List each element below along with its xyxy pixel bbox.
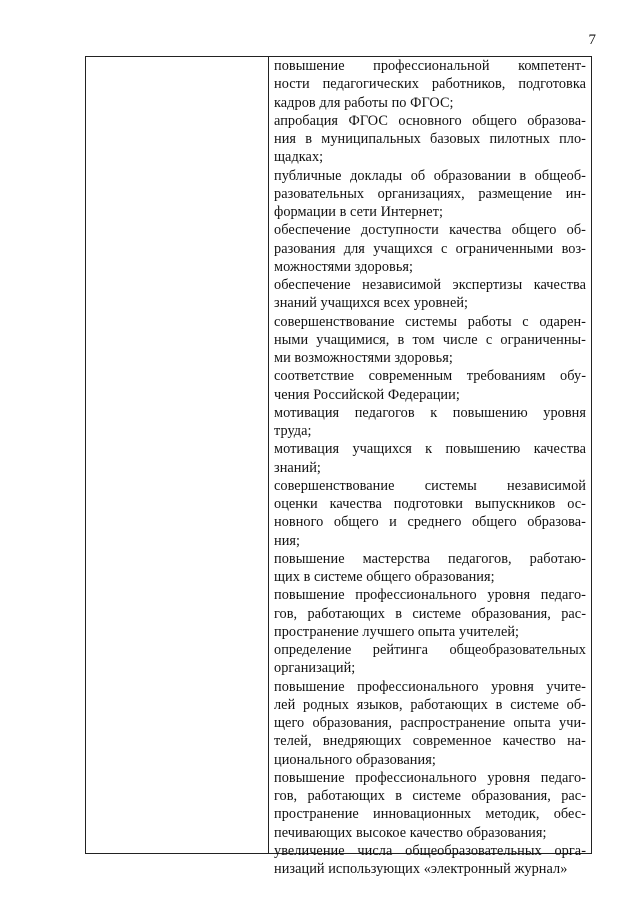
result-item <box>274 167 586 222</box>
result-item <box>274 313 586 368</box>
text-line: печивающих высокое качество образования; <box>274 824 547 841</box>
table-right-cell <box>269 57 591 877</box>
text-line: мотивация учащихся к повышению качества <box>274 441 586 458</box>
text-line: лей родных языков, работающих в системе об- <box>274 696 586 713</box>
text-line: ния в муниципальных базовых пилотных пло- <box>274 131 586 147</box>
result-item <box>274 769 586 842</box>
result-item <box>274 276 586 313</box>
text-line: новного общего и среднего общего образова- <box>274 514 586 531</box>
text-line: мотивация педагогов к повышению уровня <box>274 404 586 421</box>
text-line: соответствие современным требованиям обу- <box>274 368 586 385</box>
result-item <box>274 550 586 587</box>
page-number: 7 <box>588 32 596 48</box>
text-line: пространение инновационных методик, обес- <box>274 806 586 823</box>
text-line: повышение профессионального уровня учите- <box>274 678 586 695</box>
text-line: ности педагогических работников, подготовка <box>274 76 586 93</box>
text-line: организаций; <box>274 660 356 677</box>
text-line: повышение профессиональной компетент- <box>274 58 586 74</box>
text-line: повышение профессионального уровня педаго- <box>274 769 586 786</box>
text-line: труда; <box>274 423 312 439</box>
document-table <box>85 56 592 877</box>
result-item <box>274 586 586 641</box>
result-item <box>274 440 586 477</box>
text-line: оценки качества подготовки выпускников ос- <box>274 496 586 512</box>
result-item <box>274 678 586 769</box>
text-line: обеспечение независимой экспертизы качества <box>274 277 586 293</box>
result-item <box>274 221 586 276</box>
text-line: гов, работающих в системе образования, рас- <box>274 605 586 622</box>
text-line: можностями здоровья; <box>274 258 414 275</box>
text-line: определение рейтинга общеобразовательных <box>274 642 586 658</box>
text-line: низаций использующих «электронный журнал» <box>274 861 568 877</box>
result-item <box>274 477 586 550</box>
text-line: публичные доклады об образовании в общеоб- <box>274 167 586 184</box>
text-line: совершенствование системы работы с одарен- <box>274 313 586 330</box>
text-line: щего образования, распространение опыта учи- <box>274 715 586 731</box>
text-line: пространение лучшего опыта учителей; <box>274 623 520 640</box>
text-line: повышение мастерства педагогов, работаю- <box>274 550 586 567</box>
result-item <box>274 404 586 441</box>
result-item <box>274 641 586 678</box>
result-item <box>274 842 586 879</box>
text-line: чения Российской Федерации; <box>274 386 460 403</box>
text-line: разования для учащихся с ограниченными воз- <box>274 240 586 257</box>
text-line: знаний; <box>274 459 321 476</box>
text-line: формации в сети Интернет; <box>274 204 444 220</box>
text-line: кадров для работы по ФГОС; <box>274 94 454 111</box>
text-line: гов, работающих в системе образования, рас- <box>274 788 586 804</box>
text-line: ными учащимися, в том числе с ограниченны- <box>274 331 586 348</box>
text-line: телей, внедряющих современное качество на- <box>274 733 586 750</box>
text-line: ционального образования; <box>274 751 436 768</box>
text-line: щадках; <box>274 149 324 166</box>
text-line: совершенствование системы независимой <box>274 477 586 494</box>
text-line: щих в системе общего образования; <box>274 569 495 585</box>
text-line: увеличение числа общеобразовательных орга- <box>274 842 586 859</box>
text-line: знаний учащихся всех уровней; <box>274 295 469 312</box>
text-line: повышение профессионального уровня педаго- <box>274 587 586 604</box>
result-item <box>274 57 586 112</box>
text-line: апробация ФГОС основного общего образова- <box>274 112 586 129</box>
result-item <box>274 112 586 167</box>
text-line: ми возможностями здоровья; <box>274 350 453 366</box>
text-line: ния; <box>274 532 301 549</box>
result-item <box>274 367 586 404</box>
table-left-cell <box>86 57 269 853</box>
text-line: обеспечение доступности качества общего об- <box>274 222 586 239</box>
text-line: разовательных организациях, размещение ин- <box>274 185 586 202</box>
